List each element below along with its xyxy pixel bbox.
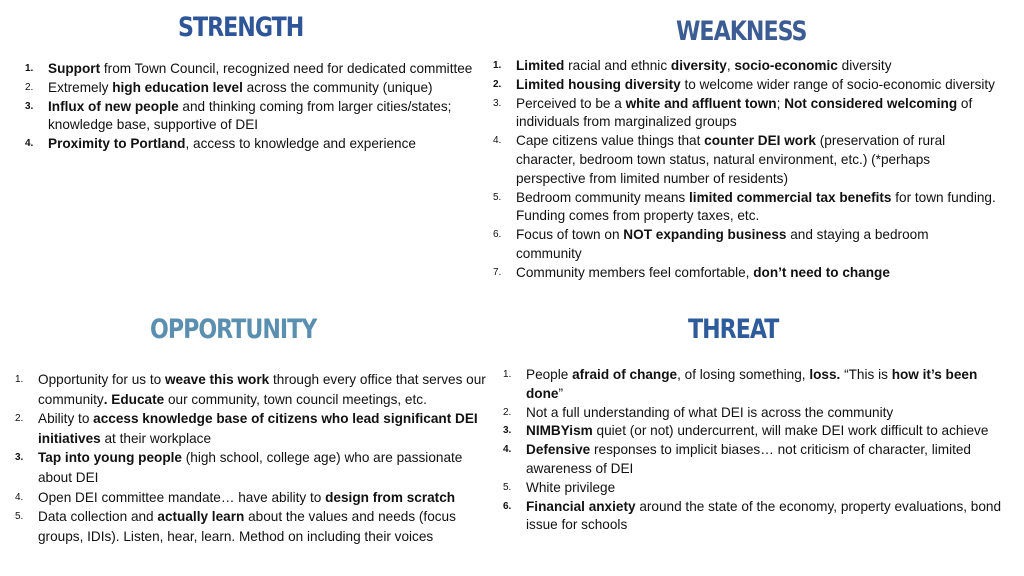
threat-item: [503, 479, 1002, 498]
strength-item-text: Proximity to Portland: [48, 136, 186, 152]
weakness-item-text: socio-economic: [734, 58, 838, 73]
opportunity-item-text: about the values and needs (focus groups, IDIs). Listen, hear, learn. Method on including their voices: [38, 509, 456, 544]
opportunity-item-text: (high school, college age) who are passionate about DEI: [38, 450, 463, 485]
weakness-item-number: 1.: [493, 60, 502, 71]
opportunity-item-text: actually learn: [157, 509, 245, 525]
threat-item-text: White privilege: [526, 479, 616, 495]
weakness-item-text: Limited: [516, 58, 565, 73]
weakness-item-text: Community members feel comfortable,: [516, 264, 754, 280]
weakness-item-text: ;: [776, 95, 785, 111]
strength-item-text: from Town Council, recognized need for dedicated committee: [100, 61, 473, 76]
strength-item-number: 1.: [25, 63, 34, 74]
opportunity-item-text: Opportunity for us to: [38, 372, 165, 387]
strength-item-number: 3.: [25, 100, 34, 112]
threat-item-text: how it’s been done: [526, 367, 978, 401]
weakness-item-text: of individuals from marginalized groups: [516, 95, 973, 130]
weakness-item-number: 6.: [493, 229, 502, 241]
weakness-item-text: to welcome wider range of socio-economic diversity: [680, 76, 995, 92]
threat-item-text: People: [526, 367, 573, 382]
threat-item: [503, 422, 1002, 441]
weakness-item-number: 4.: [493, 135, 502, 147]
weakness-item-text: Bedroom community means: [516, 189, 690, 205]
opportunity-item-text: through every office that serves our community: [38, 372, 486, 407]
weakness-item: [493, 57, 996, 76]
opportunity-item: [15, 507, 494, 546]
opportunity-item-text: Educate: [111, 391, 165, 407]
opportunity-heading: OPPORTUNITY: [150, 314, 317, 345]
opportunity-item-number: 3.: [15, 452, 24, 464]
strength-item-text: , access to knowledge and experience: [185, 136, 416, 152]
weakness-item-text: white and affluent town: [625, 95, 777, 111]
threat-item-text: ”: [558, 385, 564, 401]
threat-item-text: Not a full understanding of what DEI is across the community: [526, 404, 894, 420]
opportunity-item-text: Tap into young people: [38, 450, 182, 466]
weakness-item-number: 3.: [493, 97, 502, 109]
weakness-item-number: 5.: [493, 191, 502, 203]
weakness-item: [493, 76, 996, 95]
weakness-item-text: diversity: [670, 58, 727, 73]
weakness-item-text: limited commercial tax benefits: [689, 189, 892, 205]
strength-item: [25, 60, 488, 79]
threat-item-text: quiet (or not) undercurrent, will make DEI work difficult to achieve: [592, 423, 989, 439]
weakness-item: [493, 226, 996, 264]
strength-item-number: 4.: [25, 138, 34, 150]
opportunity-list: [15, 370, 494, 546]
threat-list: [503, 366, 1002, 535]
strength-item: [25, 135, 488, 154]
weakness-item-text: diversity: [837, 58, 892, 73]
weakness-item-text: Perceived to be a: [516, 95, 626, 111]
opportunity-item-text: design from scratch: [325, 489, 456, 505]
weakness-item-number: 2.: [493, 78, 502, 90]
strength-heading: STRENGTH: [178, 12, 304, 43]
opportunity-item-text: Data collection and: [38, 509, 158, 525]
weakness-heading: WEAKNESS: [676, 16, 807, 47]
weakness-item-text: Not considered welcoming: [784, 95, 958, 111]
threat-item-number: 1.: [503, 369, 512, 380]
threat-item-text: Defensive: [526, 442, 591, 458]
threat-item-text: loss.: [809, 367, 841, 382]
opportunity-item-number: 4.: [15, 491, 24, 503]
weakness-item-text: ,: [726, 58, 735, 73]
opportunity-item-number: 5.: [15, 511, 24, 523]
threat-item-text: Financial anxiety: [526, 498, 636, 514]
weakness-item-text: counter DEI work: [704, 133, 816, 149]
threat-item-text: afraid of change: [572, 367, 678, 382]
weakness-item-text: don’t need to change: [753, 264, 890, 280]
strength-item-text: and thinking coming from larger cities/states; knowledge base, supportive of DEI: [48, 98, 452, 133]
opportunity-item: [15, 488, 494, 508]
strength-list: [25, 60, 488, 154]
strength-item-text: Influx of new people: [48, 98, 179, 114]
opportunity-item-text: at their workplace: [100, 430, 212, 446]
threat-item: [503, 404, 1002, 423]
weakness-item-number: 7.: [493, 266, 502, 278]
weakness-item-text: Focus of town on: [516, 227, 624, 243]
threat-item-number: 4.: [503, 444, 512, 456]
weakness-item-text: for town funding. Funding comes from property taxes, etc.: [516, 189, 996, 224]
weakness-item: [493, 95, 996, 133]
threat-heading: THREAT: [688, 314, 779, 345]
strength-item-text: Support: [48, 61, 101, 76]
opportunity-item-text: weave this work: [164, 372, 270, 387]
strength-item-number: 2.: [25, 81, 34, 93]
weakness-item-text: NOT expanding business: [623, 227, 787, 243]
weakness-item-text: racial and ethnic: [564, 58, 671, 73]
threat-item: [503, 441, 1002, 479]
weakness-item-text: Limited housing diversity: [516, 76, 681, 92]
threat-item-text: around the state of the economy, property evaluations, bond issue for schools: [526, 498, 1002, 533]
weakness-item-text: (preservation of rural character, bedroom town status, natural environment, etc.) (*perhaps perspective from limited number of residents): [516, 133, 946, 186]
strength-item-text: Extremely: [48, 79, 113, 95]
opportunity-item-text: Ability to: [38, 411, 94, 427]
opportunity-item-number: 1.: [15, 374, 24, 385]
weakness-item: [493, 189, 996, 227]
threat-item-number: 2.: [503, 406, 512, 418]
opportunity-item-text: Open DEI committee mandate… have ability to: [38, 489, 326, 505]
opportunity-item-text: access knowledge base of citizens who lead significant DEI initiatives: [38, 411, 478, 446]
strength-item: [25, 79, 488, 98]
weakness-item-text: and staying a bedroom community: [516, 227, 929, 261]
opportunity-item-number: 2.: [15, 413, 24, 425]
strength-item-text: high education level: [112, 79, 243, 95]
weakness-list: [493, 57, 996, 283]
threat-item: [503, 366, 1002, 404]
threat-item-number: 3.: [503, 425, 512, 437]
threat-item-text: “This is: [840, 367, 892, 382]
weakness-item: [493, 132, 996, 188]
strength-item: [25, 98, 488, 136]
threat-item-text: NIMBYism: [526, 423, 593, 439]
opportunity-item-text: our community, town council meetings, etc.: [164, 391, 427, 407]
strength-item-text: across the community (unique): [242, 79, 433, 95]
threat-item-text: responses to implicit biases… not criticism of character, limited awareness of DEI: [526, 442, 971, 476]
threat-item: [503, 498, 1002, 536]
opportunity-item: [15, 409, 494, 448]
threat-item-number: 6.: [503, 500, 512, 512]
weakness-item: [493, 264, 996, 283]
opportunity-item: [15, 448, 494, 487]
opportunity-item: [15, 370, 494, 409]
opportunity-item-text: .: [103, 391, 108, 407]
threat-item-number: 5.: [503, 481, 512, 493]
threat-item-text: , of losing something,: [677, 367, 810, 382]
weakness-item-text: Cape citizens value things that: [516, 133, 705, 149]
